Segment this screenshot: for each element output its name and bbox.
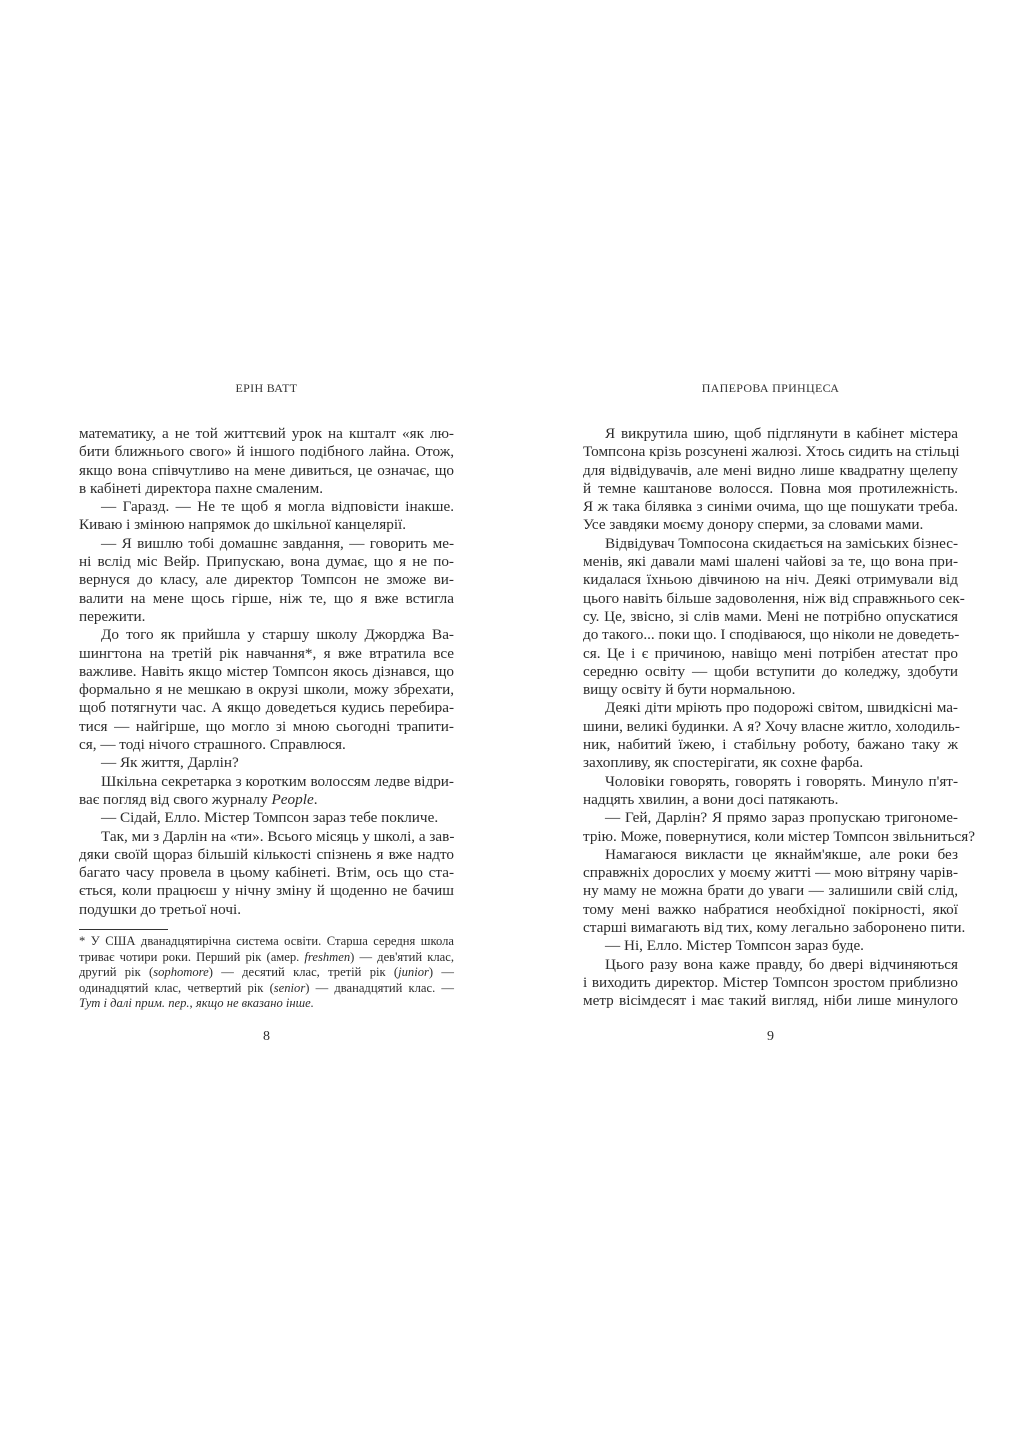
text-line: щоб потягнути час. А якщо доведеться кудись перебира- [79,699,454,717]
text-line: ся. Це і є причиною, навіщо мені потрібен атестат про [583,644,958,662]
paragraph [79,535,454,626]
paragraph [583,425,958,535]
text-line: — Сідай, Елло. Містер Томпсон зараз тебе покличе. [101,809,439,827]
body-text [79,425,454,919]
footnote-divider [79,929,168,930]
paragraph [583,699,958,772]
body-text [583,425,975,1011]
text-line: — Я вишлю тобі домашнє завдання, — говорить ме- [101,534,454,552]
text-line: тися — найгірше, що могло зі мною сьогодні трапити- [79,717,454,735]
paragraph [79,773,454,810]
text-line: Киваю і змінюю напрямок до шкільної канцелярії. [79,516,407,534]
page-number: 8 [263,1029,270,1044]
italic-text: People [271,790,314,808]
text-line: Я ж така білявка з синіми очима, що ще пошукати треба. [583,498,958,516]
paragraph [583,809,975,846]
text-segment: ) — дванадцятий клас. — [305,980,454,995]
paragraph [79,754,454,772]
text-line: Так, ми з Дарлін на «ти». Всього місяць у школі, а зав- [101,827,455,845]
italic-text: Тут і далі прим. пер., якщо не вказано інше. [79,996,314,1011]
text-line: Намагаюся викласти це якнайм'якше, але роки без [605,845,958,863]
text-line: — Як життя, Дарлін? [101,754,239,772]
paragraph [583,534,965,700]
text-line: — Ні, Елло. Містер Томпсон зараз буде. [605,937,864,955]
text-segment: ) — десятий клас, третій рік ( [208,965,399,980]
paragraph [79,809,454,827]
paragraph [79,498,454,535]
text-line: багато часу провела в цьому кабінеті. Втім, ось що ста- [79,864,454,882]
text-line: — Гаразд. — Не те щоб я могла відповісти інакше. [101,498,454,516]
paragraph [583,773,958,810]
text-line: ся, — тоді нічого страшного. Справлюся. [79,736,346,754]
text-line: Я викрутила шию, щоб підглянути в кабінет містера [605,425,958,442]
running-head-author: ЕРІН ВАТТ [235,381,298,395]
text-line: до такого... поки що. І сподіваюся, що ніколи не доведеть- [583,626,960,644]
text-segment: триває чотири роки. Перший рік (амер. [79,949,305,964]
text-line: вернуся до класу, але директор Томпсон не зможе ви- [79,571,454,589]
text-line: старші вимагають від тих, кому легально заборонено пити. [583,919,966,937]
text-line: надцять хвилин, а вони досі патякають. [583,790,839,808]
text-line: менів, які давали мамі шалені чайові за те, що вона при- [583,553,958,571]
text-line: формально я не мешкаю в окрузі школи, можу збрехати, [79,681,454,699]
paragraph [583,956,958,1011]
text-line: ється, коли працюєш у нічну зміну й щоденно не бачиш [79,882,454,900]
text-line: захопливу, як спостерігати, як сохне фарба. [583,754,864,772]
text-line: середню освіту — щоби вступити до коледжу, здобути [583,662,958,680]
text-line: ні вслід міс Вейр. Припускаю, вона думає, що я не по- [79,553,454,571]
text-line: Усе завдяки моєму донору сперми, за словами мами. [583,516,924,534]
footnote [79,934,454,1012]
text-line: Чоловіки говорять, говорять і говорять. Минуло п'ят- [605,772,958,790]
text-line: вищу освіту й бути нормальною. [583,681,796,699]
text-line: справжніх дорослих у моєму житті — мою вітряну чарів- [583,864,958,882]
text-line: До того як прийшла у старшу школу Джорджа Ва- [101,626,454,644]
text-line: для відвідувачів, але мені видно лише квадратну щелепу [583,461,958,479]
text-line: ник, набитий їжею, і стабільну роботу, бажано таку ж [583,736,958,754]
paragraph [583,845,966,937]
text-line: важливе. Навіть якщо містер Томпсон якось дізнався, що [79,662,454,680]
text-line: й темне каштанове волосся. Повна моя протилежність. [583,479,958,497]
text-line: трію. Може, повернутися, коли містер Томпсон звільниться? [583,827,975,845]
text-line: бити ближнього свого» й іншого подібного лайна. Отож, [79,443,454,461]
text-segment: одинадцятий клас, четвертий рік ( [79,980,274,995]
text-line [79,996,454,1012]
italic-text: senior [273,980,306,995]
text-line: в кабінеті директора пахне смаленим. [79,479,324,497]
text-line: су. Це, звісно, зі слів мами. Мені не потрібно опускатися [583,607,958,625]
text-line [79,950,454,966]
paragraph [583,937,958,955]
text-line: якщо вона співчутливо на мене дивиться, це означає, що [79,461,454,479]
text-line: пережити. [79,607,146,625]
text-segment: другий рік ( [79,965,154,980]
text-line: шингтона на третій рік навчання*, я вже втратила все [79,644,454,662]
text-line: шини, великі будинки. А я? Хочу власне житло, холодиль- [583,717,960,735]
text-segment: ) — [428,965,455,980]
paragraph [79,425,454,498]
italic-text: junior [398,965,429,980]
left-page [79,0,454,1440]
text-line: цього навіть більше задоволення, ніж від справжнього сек- [583,589,965,607]
text-line [79,981,454,997]
page-number: 9 [767,1029,774,1044]
text-line: Шкільна секретарка з коротким волоссям ледве відри- [101,772,454,790]
text-line: подушки до третьої ночі. [79,900,242,918]
text-segment: ) — дев'ятий клас, [350,949,454,964]
text-line [79,965,454,981]
text-line: валити на мене щось гірше, ніж те, що я вже встигла [79,589,454,607]
right-page [583,0,975,1440]
text-line: * У США дванадцятирічна система освіти. Старша середня школа [79,934,454,948]
text-line: кидалася їхньою дівчиною на ніч. Деякі отримували від [583,571,958,589]
italic-text: freshmen [304,949,351,964]
text-segment: . [313,790,318,808]
text-line: метр вісімдесят і має такий вигляд, ніби лише минулого [583,992,958,1010]
text-line: Деякі діти мріють про подорожі світом, швидкісні ма- [605,699,958,717]
text-line: ну маму не можна брати до уваги — залишили свій слід, [583,882,958,900]
text-line: математику, а не той життєвий урок на кшталт «як лю- [79,425,454,442]
italic-text: sophomore [153,965,209,980]
text-line: Цього разу вона каже правду, бо двері відчиняються [605,955,958,973]
text-line: — Гей, Дарлін? Я прямо зараз пропускаю тригономе- [605,809,958,827]
text-segment: ває погляд від свого журналу [79,790,272,808]
text-line: і виходить директор. Містер Томпсон зростом приблизно [583,973,958,991]
text-line: тому мені важко набратися необхідної покірності, якої [583,900,958,918]
paragraph [79,828,454,919]
paragraph [79,626,454,754]
text-line: Відвідувач Томпосона скидається на заміських бізнес- [605,534,958,552]
text-line [79,791,454,809]
running-head-title: ПАПЕРОВА ПРИНЦЕСА [701,381,840,395]
text-line: дяки своїй щораз більшій кількості спізнень я вже надто [79,845,454,863]
text-line: Томпсона крізь розсунені жалюзі. Хтось сидить на стільці [583,443,960,461]
